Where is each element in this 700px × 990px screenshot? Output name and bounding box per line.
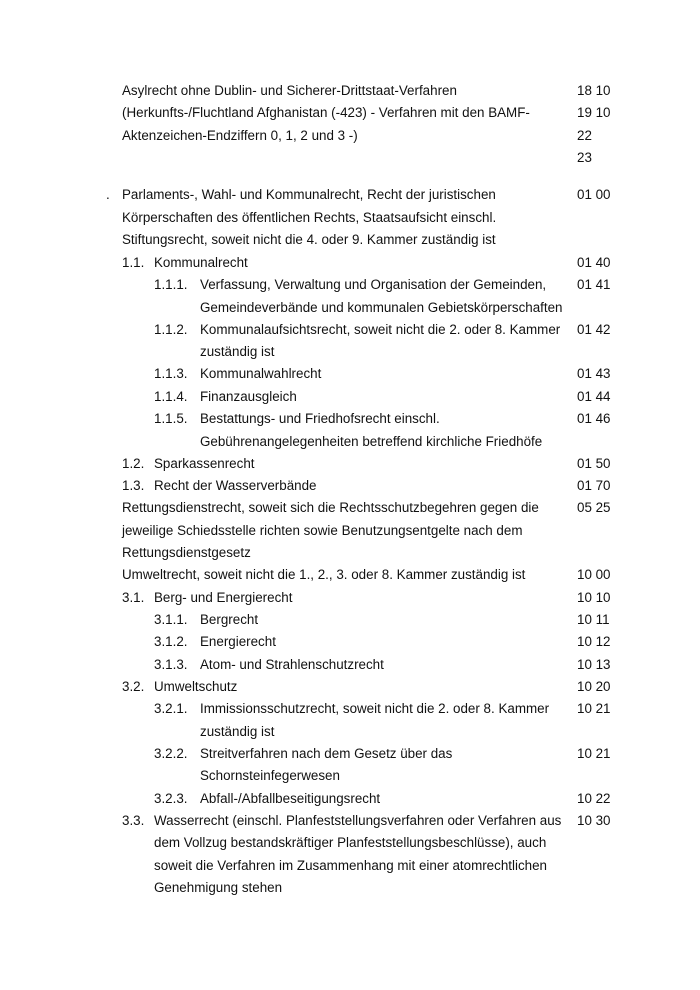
section-code: 01 00 [577, 187, 611, 202]
subsection-number: 3.2.1. [154, 701, 188, 716]
subsection-number: 3.1.3. [154, 657, 188, 672]
subsection-label: Berg- und Energierecht [154, 590, 293, 605]
subsection-code: 10 21 [577, 701, 611, 716]
entry-text-line: Asylrecht ohne Dublin- und Sicherer-Drittstaat-Verfahren [122, 83, 457, 98]
subsection-label: Gemeindeverbände und kommunalen Gebietskörperschaften [200, 300, 563, 315]
subsection-label: Bestattungs- und Friedhofsrecht einschl. [200, 411, 440, 426]
subsection-label: Kommunalaufsichtsrecht, soweit nicht die 2. oder 8. Kammer [200, 322, 561, 337]
subsection-label: soweit die Verfahren im Zusammenhang mit einer atomrechtlichen [154, 858, 547, 873]
section-text-line: jeweilige Schiedsstelle richten sowie Benutzungsentgelte nach dem [122, 523, 523, 538]
subsection-code: 01 50 [577, 456, 611, 471]
entry-code: 22 [577, 128, 592, 143]
subsection-code: 10 13 [577, 657, 611, 672]
subsection-number: 3.1. [122, 590, 145, 605]
section-text-line: Rettungsdienstrecht, soweit sich die Rechtsschutzbegehren gegen die [122, 500, 539, 515]
subsection-code: 01 43 [577, 366, 611, 381]
subsection-number: 3.1.2. [154, 634, 188, 649]
subsection-code: 10 30 [577, 813, 611, 828]
subsection-code: 01 41 [577, 277, 611, 292]
subsection-number: 1.2. [122, 456, 145, 471]
subsection-code: 10 21 [577, 746, 611, 761]
subsection-code: 01 46 [577, 411, 611, 426]
subsection-label: Recht der Wasserverbände [154, 478, 317, 493]
entry-code: 19 10 [577, 105, 611, 120]
list-marker: . [106, 187, 110, 202]
section-code: 10 00 [577, 567, 611, 582]
subsection-label: Umweltschutz [154, 679, 238, 694]
subsection-label: Immissionsschutzrecht, soweit nicht die 2. oder 8. Kammer [200, 701, 550, 716]
subsection-number: 3.2. [122, 679, 145, 694]
subsection-number: 3.3. [122, 813, 145, 828]
subsection-number: 1.3. [122, 478, 145, 493]
subsection-code: 10 22 [577, 791, 611, 806]
subsection-label: Wasserrecht (einschl. Planfeststellungsverfahren oder Verfahren aus [154, 813, 562, 828]
subsection-number: 1.1.4. [154, 389, 188, 404]
subsection-label: Schornsteinfegerwesen [200, 768, 340, 783]
subsection-number: 3.1.1. [154, 612, 188, 627]
subsection-label: Bergrecht [200, 612, 259, 627]
subsection-label: zuständig ist [200, 724, 275, 739]
subsection-code: 10 10 [577, 590, 611, 605]
section-code: 05 25 [577, 500, 611, 515]
section-text-line: Körperschaften des öffentlichen Rechts, Staatsaufsicht einschl. [122, 210, 497, 225]
entry-code: 18 10 [577, 83, 611, 98]
section-text-line: Umweltrecht, soweit nicht die 1., 2., 3. oder 8. Kammer zuständig ist [122, 567, 526, 582]
subsection-code: 10 12 [577, 634, 611, 649]
subsection-number: 1.1.3. [154, 366, 188, 381]
subsection-code: 10 20 [577, 679, 611, 694]
subsection-label: Finanzausgleich [200, 389, 297, 404]
subsection-number: 1.1.1. [154, 277, 188, 292]
subsection-number: 3.2.2. [154, 746, 188, 761]
subsection-label: dem Vollzug bestandskräftiger Planfeststellungsbeschlüsse), auch [154, 835, 547, 850]
subsection-number: 1.1. [122, 255, 145, 270]
section-text-line: Parlaments-, Wahl- und Kommunalrecht, Recht der juristischen [122, 187, 496, 202]
subsection-code: 10 11 [577, 612, 610, 627]
section-text-line: Rettungsdienstgesetz [122, 545, 251, 560]
subsection-label: Streitverfahren nach dem Gesetz über das [200, 746, 453, 761]
section-text-line: Stiftungsrecht, soweit nicht die 4. oder 9. Kammer zuständig ist [122, 232, 496, 247]
subsection-code: 01 44 [577, 389, 611, 404]
subsection-code: 01 42 [577, 322, 611, 337]
subsection-number: 1.1.5. [154, 411, 188, 426]
subsection-code: 01 70 [577, 478, 611, 493]
subsection-label: Genehmigung stehen [154, 880, 283, 895]
subsection-number: 1.1.2. [154, 322, 188, 337]
subsection-label: Sparkassenrecht [154, 456, 255, 471]
entry-text-line: (Herkunfts-/Fluchtland Afghanistan (-423) - Verfahren mit den BAMF- [122, 105, 530, 120]
subsection-label: Atom- und Strahlenschutzrecht [200, 657, 384, 672]
entry-code: 23 [577, 150, 592, 165]
subsection-label: Kommunalrecht [154, 255, 248, 270]
subsection-number: 3.2.3. [154, 791, 188, 806]
entry-text-line: Aktenzeichen-Endziffern 0, 1, 2 und 3 -) [122, 128, 358, 143]
subsection-label: Verfassung, Verwaltung und Organisation der Gemeinden, [200, 277, 547, 292]
subsection-label: Energierecht [200, 634, 276, 649]
subsection-label: zuständig ist [200, 344, 275, 359]
subsection-label: Abfall-/Abfallbeseitigungsrecht [200, 791, 381, 806]
subsection-code: 01 40 [577, 255, 611, 270]
subsection-label: Gebührenangelegenheiten betreffend kirchliche Friedhöfe [200, 434, 543, 449]
subsection-label: Kommunalwahlrecht [200, 366, 322, 381]
